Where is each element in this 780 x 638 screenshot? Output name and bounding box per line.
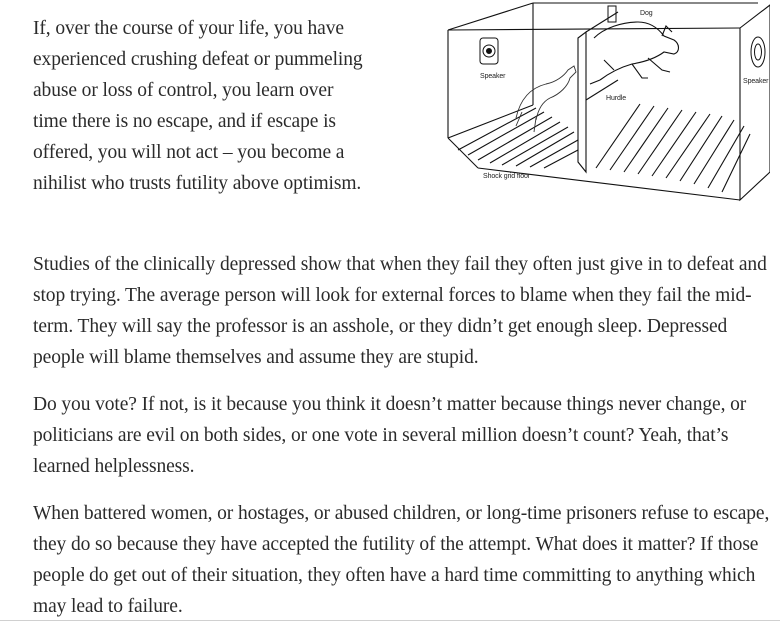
article-body bbox=[33, 10, 773, 638]
intro-paragraph: If, over the course of your life, you have experienced crushing defeat or pummeling abuse or loss of control, you learn over time there is no escape, and if escape is offered, you will not act – you become a nihilist who trusts futility above optimism. bbox=[33, 18, 363, 194]
shuttle-box-illustration bbox=[418, 0, 770, 208]
paragraph-depression: Studies of the clinically depressed show that when they fail they often just give in to defeat and stop trying. The average person will look for external forces to blame when they fail the mid-term. They will say the professor is an asshole, or they didn’t get enough sleep. Depressed people will blame themselves and assume they are stupid. bbox=[33, 254, 767, 368]
intro-section bbox=[33, 10, 773, 235]
paragraph-voting: Do you vote? If not, is it because you think it doesn’t matter because things never change, or politicians are evil on both sides, or one vote in several million doesn’t count? Yeah, that’s learned helplessness. bbox=[33, 394, 747, 477]
label-hurdle: Hurdle bbox=[606, 95, 627, 102]
label-shock-grid-floor: Shock grid floor bbox=[483, 173, 531, 180]
paragraph-captivity: When battered women, or hostages, or abused children, or long-time prisoners refuse to escape, they do so because they have accepted the futility of the attempt. What does it matter? If those people do get out of their situation, they often have a hard time committing to anything which may lead to failure. bbox=[33, 503, 770, 617]
label-speaker-right: Speaker bbox=[743, 78, 769, 85]
label-dog: Dog bbox=[640, 10, 653, 17]
bottom-divider bbox=[0, 620, 780, 621]
label-speaker-left: Speaker bbox=[480, 73, 506, 80]
shuttle-box-drawing bbox=[418, 0, 770, 208]
